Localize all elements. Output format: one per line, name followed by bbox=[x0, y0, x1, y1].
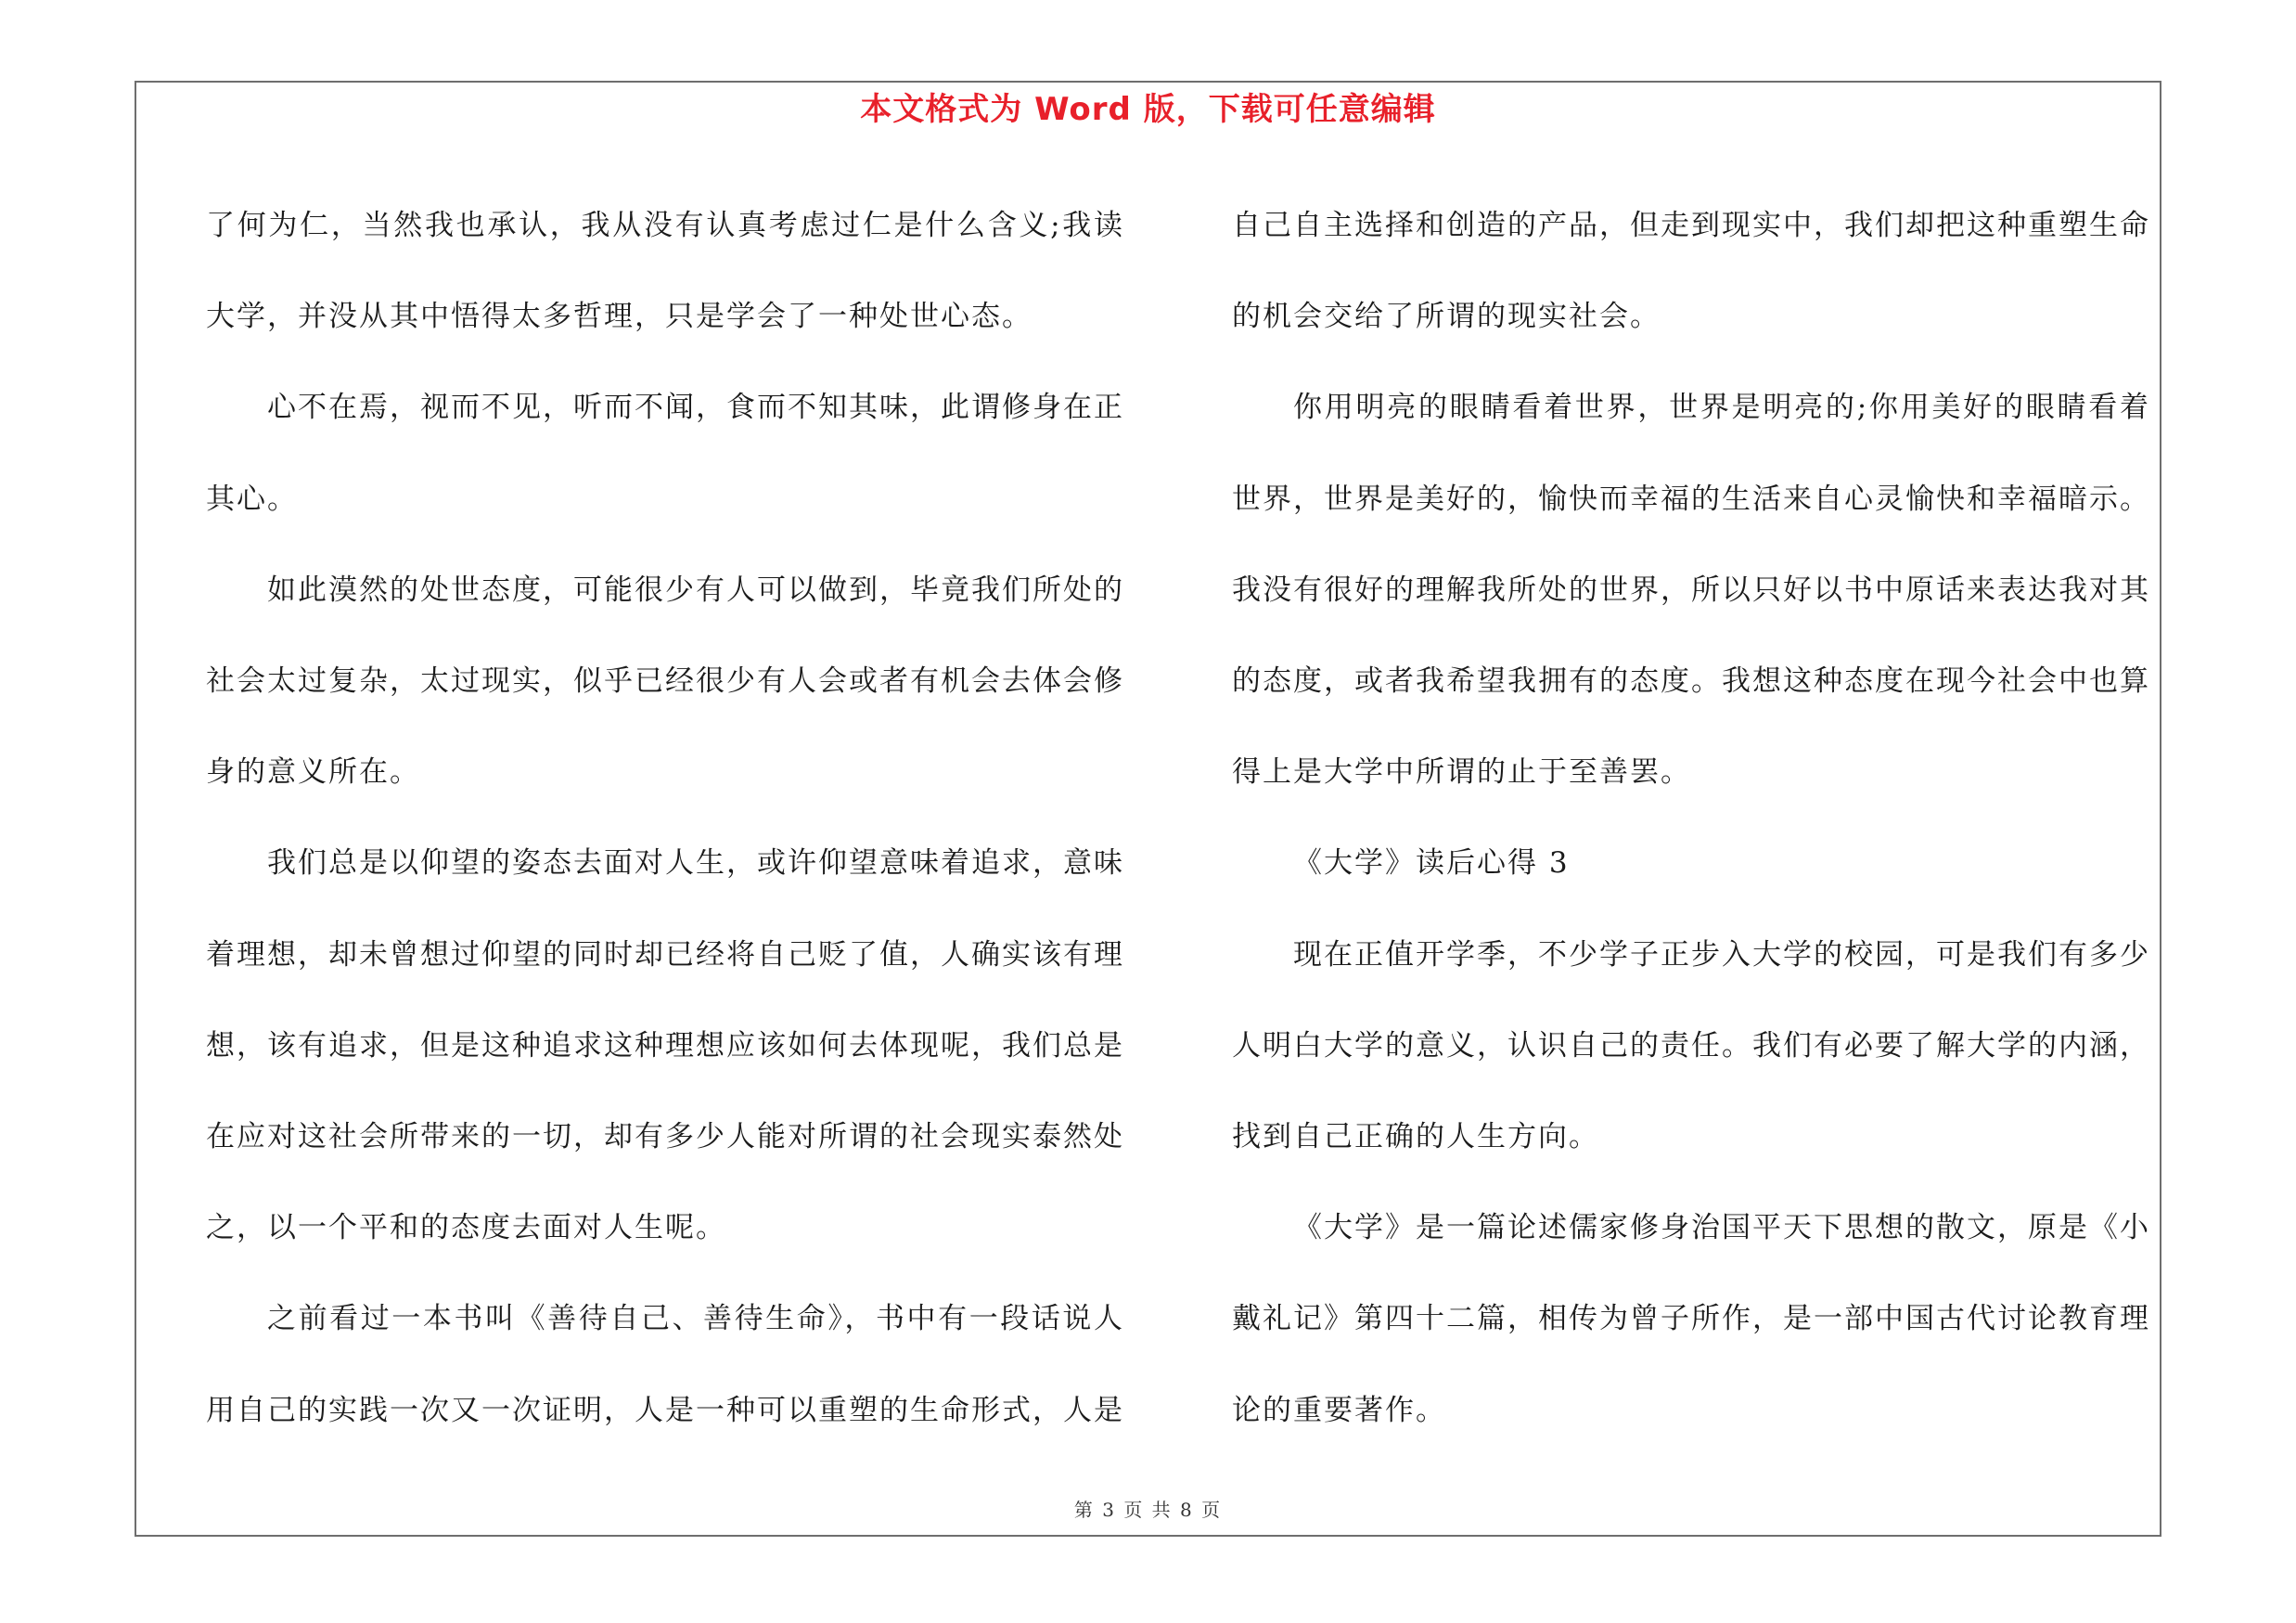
left-column bbox=[206, 180, 1124, 1456]
paragraph: 如此漠然的处世态度，可能很少有人可以做到，毕竟我们所处的社会太过复杂，太过现实，似乎已经很少有人会或者有机会去体会修身的意义所在。 bbox=[206, 573, 1124, 790]
paragraph: 自己自主选择和创造的产品，但走到现实中，我们却把这种重塑生命的机会交给了所谓的现实社会。 bbox=[1232, 209, 2150, 334]
paragraph: 你用明亮的眼睛看着世界，世界是明亮的;你用美好的眼睛看着世界，世界是美好的，愉快而幸福的生活来自心灵愉快和幸福暗示。我没有很好的理解我所处的世界，所以只好以书中原话来表达我对其的态度，或者我希望我拥有的态度。我想这种态度在现今社会中也算得上是大学中所谓的止于至善罢。 bbox=[1232, 391, 2150, 790]
right-column bbox=[1232, 180, 2150, 1456]
paragraph: 之前看过一本书叫《善待自己、善待生命》，书中有一段话说人用自己的实践一次又一次证明，人是一种可以重塑的生命形式，人是 bbox=[206, 1302, 1124, 1427]
page-number-footer: 第 3 页 共 8 页 bbox=[1073, 1499, 1223, 1521]
paragraph: 心不在焉，视而不见，听而不闻，食而不知其味，此谓修身在正其心。 bbox=[206, 391, 1124, 516]
paragraph: 了何为仁，当然我也承认，我从没有认真考虑过仁是什么含义;我读大学，并没从其中悟得太多哲理，只是学会了一种处世心态。 bbox=[206, 209, 1124, 334]
header-banner: 本文格式为 Word 版，下载可任意编辑 bbox=[860, 91, 1436, 128]
paragraph: 现在正值开学季，不少学子正步入大学的校园，可是我们有多少人明白大学的意义，认识自己的责任。我们有必要了解大学的内涵，找到自己正确的人生方向。 bbox=[1232, 937, 2150, 1154]
paragraph: 《大学》是一篇论述儒家修身治国平天下思想的散文，原是《小戴礼记》第四十二篇，相传为曾子所作，是一部中国古代讨论教育理论的重要著作。 bbox=[1232, 1211, 2150, 1427]
section-heading: 《大学》读后心得 3 bbox=[1293, 846, 1570, 881]
paragraph: 我们总是以仰望的姿态去面对人生，或许仰望意味着追求，意味着理想，却未曾想过仰望的同时却已经将自己贬了值，人确实该有理想，该有追求，但是这种追求这种理想应该如何去体现呢，我们总是在应对这社会所带来的一切，却有多少人能对所谓的社会现实泰然处之，以一个平和的态度去面对人生呢。 bbox=[206, 846, 1124, 1245]
